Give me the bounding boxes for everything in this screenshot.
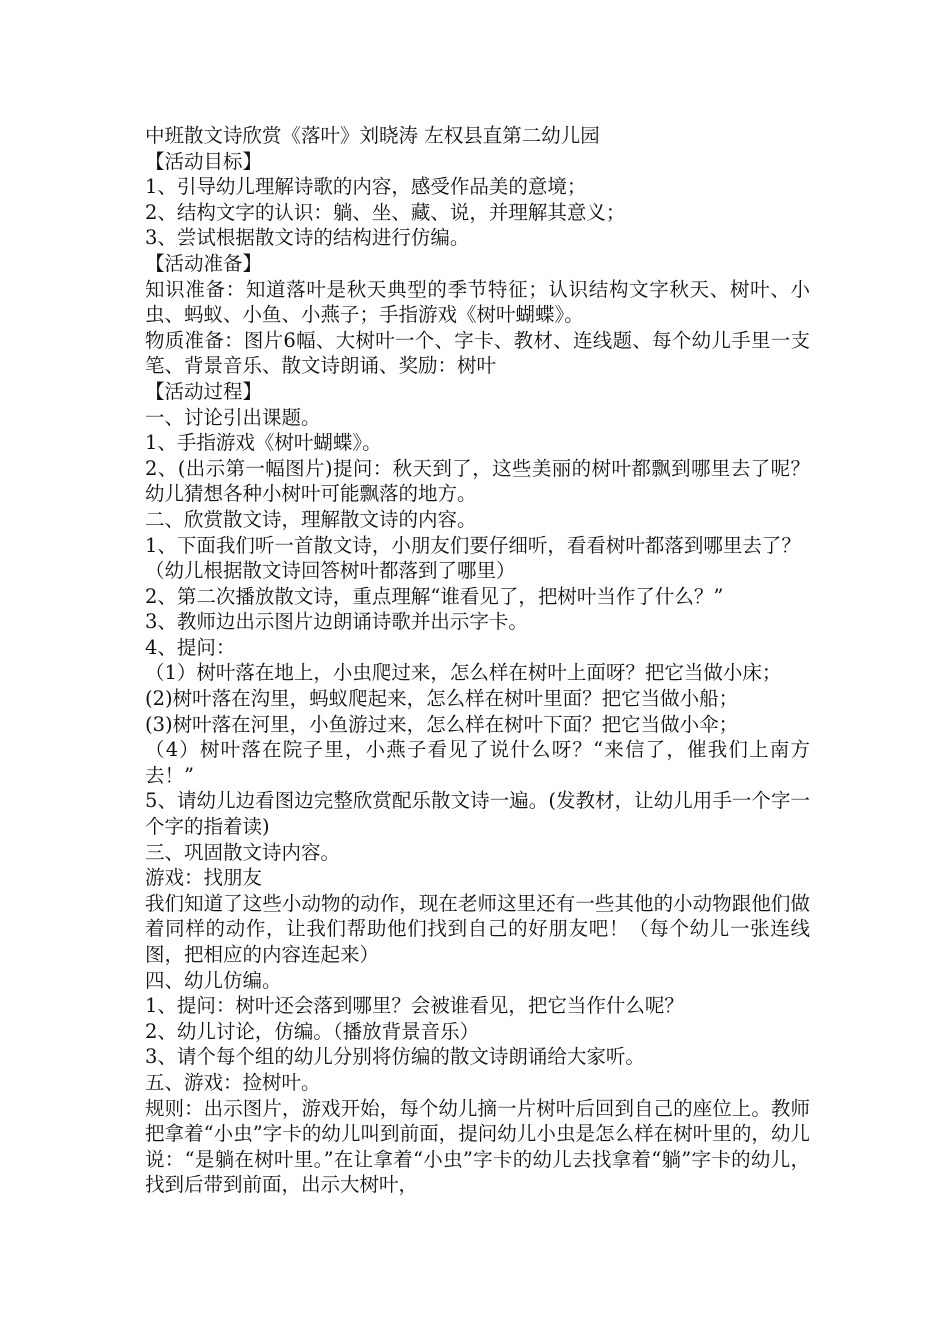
paragraph: （幼儿根据散文诗回答树叶都落到了哪里） — [145, 559, 516, 583]
paragraph: 2、幼儿讨论，仿编。（播放背景音乐） — [145, 1019, 480, 1043]
paragraph: （4）树叶落在院子里，小燕子看见了说什么呀？“来信了，催我们上南方去！” — [145, 738, 810, 787]
paragraph: 1、下面我们听一首散文诗，小朋友们要仔细听，看看树叶都落到哪里去了？ — [145, 533, 801, 557]
paragraph: 3、尝试根据散文诗的结构进行仿编。 — [145, 226, 470, 250]
paragraph: 5、请幼儿边看图边完整欣赏配乐散文诗一遍。(发教材，让幼儿用手一个字一个字的指着读) — [145, 789, 810, 839]
paragraph: 四、幼儿仿编。 — [145, 968, 282, 992]
paragraph: 二、欣赏散文诗，理解散文诗的内容。 — [145, 507, 477, 531]
paragraph: 五、游戏：捡树叶。 — [145, 1070, 321, 1094]
paragraph: 我们知道了这些小动物的动作，现在老师这里还有一些其他的小动物跟他们做着同样的动作，让我们帮助他们找到自己的好朋友吧！（每个幼儿一张连线图，把相应的内容连起来） — [145, 891, 810, 966]
paragraph: 1、引导幼儿理解诗歌的内容，感受作品美的意境； — [145, 175, 587, 199]
paragraph: （1）树叶落在地上，小虫爬过来，怎么样在树叶上面呀？把它当做小床； — [145, 661, 782, 685]
paragraph: 规则：出示图片，游戏开始，每个幼儿摘一片树叶后回到自己的座位上。教师把拿着“小虫”字卡的幼儿叫到前面，提问幼儿小虫是怎么样在树叶里的，幼儿说：“是躺在树叶里。”在让拿着“小虫”字卡的幼儿去找拿着“躺”字卡的幼儿，找到后带到前面，出示大树叶， — [145, 1096, 810, 1197]
paragraph: 物质准备：图片6幅、大树叶一个、字卡、教材、连线题、每个幼儿手里一支笔、背景音乐、散文诗朗诵、奖励：树叶 — [145, 328, 810, 378]
paragraph: 游戏：找朋友 — [145, 866, 263, 890]
paragraph: (2)树叶落在沟里，蚂蚁爬起来，怎么样在树叶里面？把它当做小船； — [145, 687, 739, 711]
paragraph: 三、巩固散文诗内容。 — [145, 840, 341, 864]
paragraph: 1、提问：树叶还会落到哪里？会被谁看见，把它当作什么呢？ — [145, 994, 684, 1018]
section-heading-goals: 【活动目标】 — [145, 149, 263, 173]
paragraph: (3)树叶落在河里，小鱼游过来，怎么样在树叶下面？把它当做小伞； — [145, 712, 739, 736]
paragraph: 2、第二次播放散文诗，重点理解“谁看见了，把树叶当作了什么？” — [145, 584, 724, 608]
section-heading-preparation: 【活动准备】 — [145, 251, 263, 275]
paragraph: 2、(出示第一幅图片)提问：秋天到了，这些美丽的树叶都飘到哪里去了呢？幼儿猜想各种小树叶可能飘落的地方。 — [145, 456, 810, 506]
paragraph: 一、讨论引出课题。 — [145, 405, 321, 429]
paragraph: 4、提问： — [145, 635, 236, 659]
paragraph: 1、手指游戏《树叶蝴蝶》。 — [145, 431, 382, 455]
document-page — [145, 123, 810, 1198]
section-heading-process: 【活动过程】 — [145, 379, 263, 403]
paragraph: 2、结构文字的认识：躺、坐、藏、说，并理解其意义； — [145, 200, 626, 224]
document-title: 中班散文诗欣赏《落叶》刘晓涛 左权县直第二幼儿园 — [145, 124, 600, 147]
paragraph: 知识准备：知道落叶是秋天典型的季节特征；认识结构文字秋天、树叶、小虫、蚂蚁、小鱼、小燕子；手指游戏《树叶蝴蝶》。 — [145, 277, 810, 327]
paragraph: 3、请个每个组的幼儿分别将仿编的散文诗朗诵给大家听。 — [145, 1045, 645, 1069]
paragraph: 3、教师边出示图片边朗诵诗歌并出示字卡。 — [145, 610, 528, 634]
